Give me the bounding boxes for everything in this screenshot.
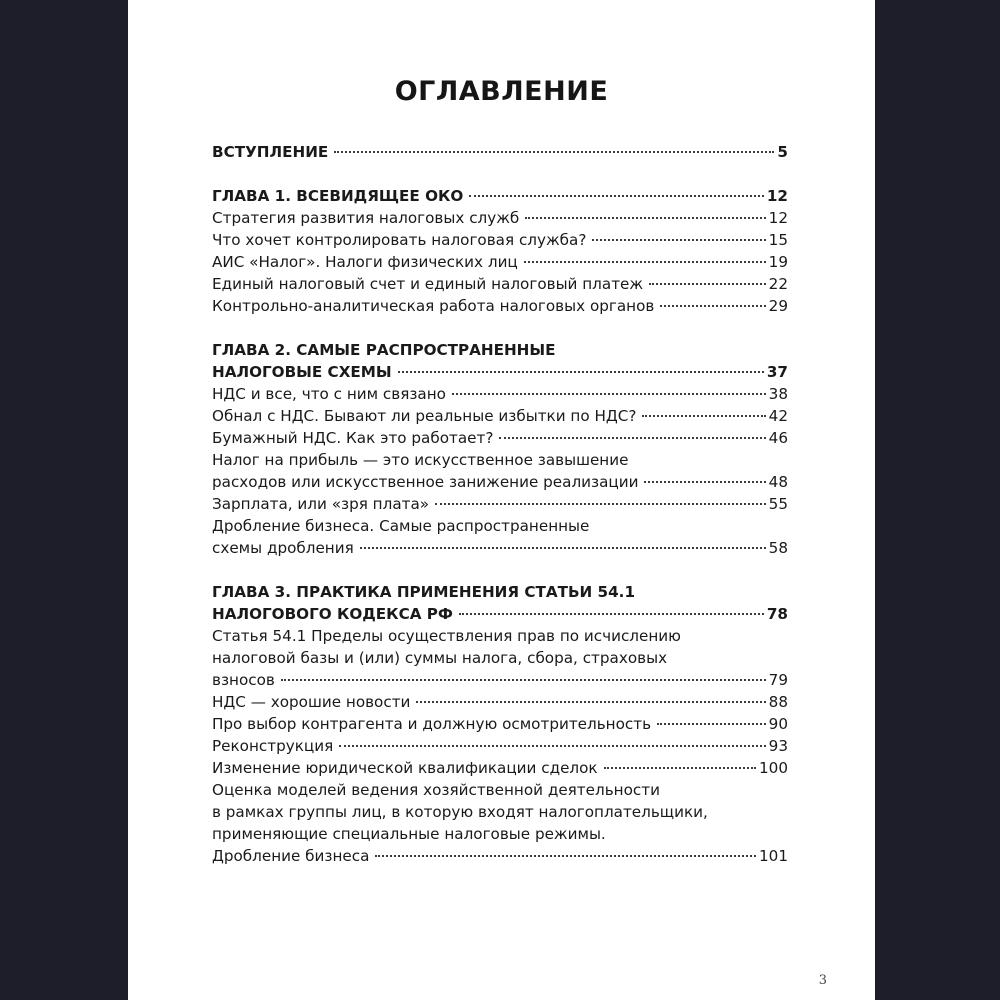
- toc-page-number: 12: [768, 209, 788, 227]
- toc-chapter-title-line[interactable]: ГЛАВА 3. ПРАКТИКА ПРИМЕНЕНИЯ СТАТЬИ 54.1: [212, 583, 636, 601]
- toc-entry-title-line[interactable]: Дробление бизнеса. Самые распространенные: [212, 517, 590, 535]
- toc-entry-title: Дробление бизнеса: [212, 847, 370, 865]
- toc-entry[interactable]: [212, 735, 788, 757]
- dot-leader: [499, 437, 765, 439]
- toc-entry-title: Изменение юридической квалификации сделок: [212, 759, 598, 777]
- toc-page-number: 22: [768, 275, 788, 293]
- toc-entry-title: АИС «Налог». Налоги физических лиц: [212, 253, 518, 271]
- toc-entry-title: взносов: [212, 671, 275, 689]
- dot-leader: [660, 305, 765, 307]
- toc-entry-title: схемы дробления: [212, 539, 354, 557]
- toc-page-number: 12: [766, 187, 788, 205]
- page-title: ОГЛАВЛЕНИЕ: [394, 76, 609, 107]
- toc-page-number: 101: [759, 847, 788, 865]
- toc-entry-title: Единый налоговый счет и единый налоговый платеж: [212, 275, 644, 293]
- dot-leader: [469, 195, 764, 197]
- dot-leader: [334, 151, 774, 153]
- spacer: [212, 317, 788, 339]
- table-of-contents: [212, 141, 788, 867]
- toc-page-number: 55: [768, 495, 788, 513]
- toc-chapter-3[interactable]: [212, 603, 788, 625]
- dot-leader: [281, 679, 766, 681]
- dot-leader: [524, 261, 766, 263]
- toc-page-number: 88: [768, 693, 788, 711]
- dot-leader: [360, 547, 766, 549]
- dot-leader: [642, 415, 765, 417]
- toc-entry[interactable]: [212, 251, 788, 273]
- toc-entry-title: Что хочет контролировать налоговая служба?: [212, 231, 587, 249]
- toc-entry-title: Про выбор контрагента и должную осмотрительность: [212, 715, 652, 733]
- toc-entry-title-line[interactable]: применяющие специальные налоговые режимы.: [212, 825, 606, 843]
- toc-entry-title: Реконструкция: [212, 737, 334, 755]
- toc-entry-title: Бумажный НДС. Как это работает?: [212, 429, 494, 447]
- dot-leader: [459, 613, 764, 615]
- toc-entry[interactable]: [212, 427, 788, 449]
- toc-entry[interactable]: [212, 471, 788, 493]
- toc-chapter-1[interactable]: [212, 185, 788, 207]
- toc-entry-title-line[interactable]: налоговой базы и (или) суммы налога, сбора, страховых: [212, 649, 668, 667]
- dot-leader: [435, 503, 766, 505]
- toc-entry-title: расходов или искусственное занижение реализации: [212, 473, 639, 491]
- toc-page-number: 15: [768, 231, 788, 249]
- dot-leader: [604, 767, 756, 769]
- toc-entry[interactable]: [212, 273, 788, 295]
- dot-leader: [375, 855, 756, 857]
- toc-chapter-title-line[interactable]: ГЛАВА 2. САМЫЕ РАСПРОСТРАНЕННЫЕ: [212, 341, 556, 359]
- toc-entry[interactable]: [212, 537, 788, 559]
- toc-entry[interactable]: [212, 669, 788, 691]
- toc-entry[interactable]: [212, 493, 788, 515]
- toc-entry[interactable]: [212, 229, 788, 251]
- toc-entry[interactable]: [212, 845, 788, 867]
- toc-page-number: 46: [768, 429, 788, 447]
- toc-page-number: 5: [777, 143, 788, 161]
- toc-entry-title-line[interactable]: Налог на прибыль — это искусственное завышение: [212, 451, 629, 469]
- toc-entry[interactable]: [212, 757, 788, 779]
- toc-page-number: 100: [759, 759, 788, 777]
- toc-entry-title-line[interactable]: в рамках группы лиц, в которую входят налогоплательщики,: [212, 803, 708, 821]
- toc-entry[interactable]: [212, 691, 788, 713]
- toc-page-number: 79: [768, 671, 788, 689]
- toc-entry-title: НДС и все, что с ним связано: [212, 385, 446, 403]
- toc-entry-title-line[interactable]: Оценка моделей ведения хозяйственной деятельности: [212, 781, 660, 799]
- toc-chapter-2[interactable]: [212, 361, 788, 383]
- toc-chapter-title: НАЛОГОВЫЕ СХЕМЫ: [212, 363, 392, 381]
- dot-leader: [416, 701, 765, 703]
- toc-page-number: 29: [768, 297, 788, 315]
- toc-entry-title: Зарплата, или «зря плата»: [212, 495, 430, 513]
- toc-page-number: 42: [768, 407, 788, 425]
- toc-chapter-title: НАЛОГОВОГО КОДЕКСА РФ: [212, 605, 453, 623]
- toc-page-number: 48: [768, 473, 788, 491]
- toc-entry-title-line[interactable]: Статья 54.1 Пределы осуществления прав по исчислению: [212, 627, 681, 645]
- toc-entry-title: Контрольно-аналитическая работа налоговых органов: [212, 297, 655, 315]
- toc-page-number: 19: [768, 253, 788, 271]
- toc-entry[interactable]: [212, 713, 788, 735]
- toc-entry-title: НДС — хорошие новости: [212, 693, 411, 711]
- toc-page-number: 37: [766, 363, 788, 381]
- dot-leader: [649, 283, 766, 285]
- dot-leader: [339, 745, 765, 747]
- dot-leader: [592, 239, 765, 241]
- toc-entry-title: Обнал с НДС. Бывают ли реальные избытки по НДС?: [212, 407, 637, 425]
- toc-chapter-title: ГЛАВА 1. ВСЕВИДЯЩЕЕ ОКО: [212, 187, 464, 205]
- toc-entry-title: ВСТУПЛЕНИЕ: [212, 143, 329, 161]
- toc-page-number: 78: [766, 605, 788, 623]
- toc-entry[interactable]: [212, 207, 788, 229]
- dot-leader: [644, 481, 765, 483]
- toc-page-number: 93: [768, 737, 788, 755]
- toc-page-number: 58: [768, 539, 788, 557]
- spacer: [212, 559, 788, 581]
- page-number: 3: [818, 973, 827, 988]
- book-page: [128, 0, 875, 1000]
- dot-leader: [525, 217, 765, 219]
- toc-page-number: 38: [768, 385, 788, 403]
- toc-entry[interactable]: [212, 383, 788, 405]
- dot-leader: [452, 393, 766, 395]
- spacer: [212, 163, 788, 185]
- toc-entry[interactable]: [212, 295, 788, 317]
- toc-intro[interactable]: [212, 141, 788, 163]
- dot-leader: [657, 723, 766, 725]
- toc-entry[interactable]: [212, 405, 788, 427]
- toc-entry-title: Стратегия развития налоговых служб: [212, 209, 520, 227]
- toc-page-number: 90: [768, 715, 788, 733]
- dot-leader: [398, 371, 764, 373]
